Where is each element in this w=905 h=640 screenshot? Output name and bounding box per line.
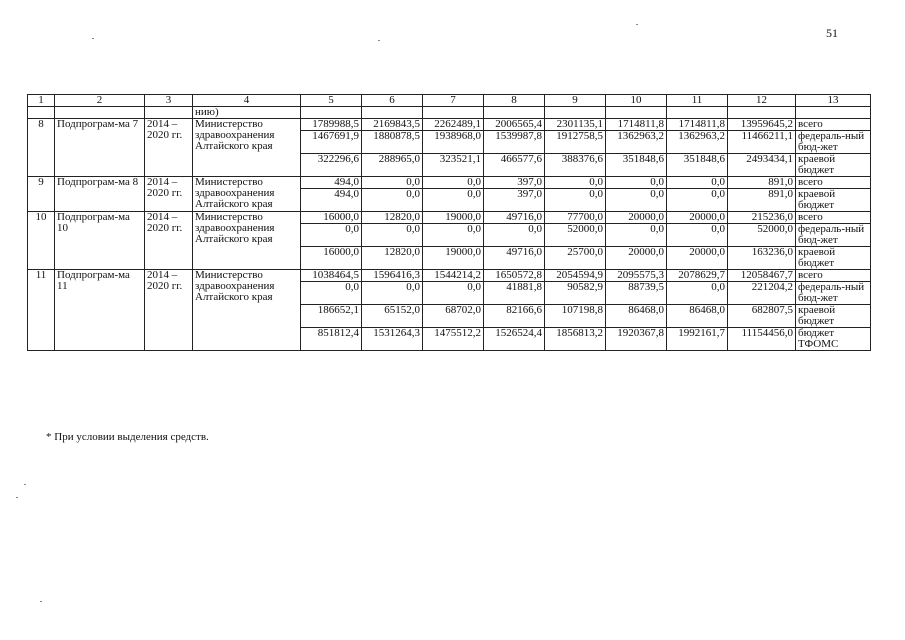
value-cell-col-11: 0,0: [667, 224, 728, 247]
value-cell-col-7: 0,0: [423, 177, 484, 189]
funding-source: всего: [796, 212, 871, 224]
value-cell-col-5: 186652,1: [301, 305, 362, 328]
value-cell-col-12: 11154456,0: [728, 328, 796, 351]
value-cell-col-7: 323521,1: [423, 154, 484, 177]
value-cell-col-9: 1856813,2: [545, 328, 606, 351]
value-cell-col-8: 1650572,8: [484, 270, 545, 282]
value-cell-col-7: 19000,0: [423, 247, 484, 270]
value-cell-col-5: 494,0: [301, 189, 362, 212]
value-cell-col-11: 20000,0: [667, 247, 728, 270]
value-cell-col-11: 2078629,7: [667, 270, 728, 282]
value-cell-col-11: 1714811,8: [667, 119, 728, 131]
value-cell-col-11: 351848,6: [667, 154, 728, 177]
value-cell-col-9: 2301135,1: [545, 119, 606, 131]
funding-source: краевой бюджет: [796, 247, 871, 270]
value-cell-col-6: 1531264,3: [362, 328, 423, 351]
value-cell-col-12: 682807,5: [728, 305, 796, 328]
period-cell: 2014 – 2020 гг.: [145, 119, 193, 177]
value-cell-col-10: 1714811,8: [606, 119, 667, 131]
value-cell-col-5: 1467691,9: [301, 131, 362, 154]
value-cell-col-7: 0,0: [423, 189, 484, 212]
scan-speck: [24, 484, 26, 485]
value-cell-col-6: 2169843,5: [362, 119, 423, 131]
value-cell-col-6: 0,0: [362, 177, 423, 189]
executor-cell: Министерство здравоохранения Алтайского края: [193, 212, 301, 270]
funding-source: всего: [796, 270, 871, 282]
header-cell-13: 13: [796, 95, 871, 107]
value-cell-col-11: 0,0: [667, 177, 728, 189]
value-cell-col-7: 2262489,1: [423, 119, 484, 131]
value-cell-col-6: 1880878,5: [362, 131, 423, 154]
scan-speck: [16, 497, 18, 498]
header-cell-4: 4: [193, 95, 301, 107]
subprogram-name: Подпрограм-ма 11: [55, 270, 145, 351]
value-cell-col-10: 20000,0: [606, 212, 667, 224]
value-cell-col-6: 12820,0: [362, 247, 423, 270]
value-cell-col-8: 1539987,8: [484, 131, 545, 154]
value-cell-col-12: 163236,0: [728, 247, 796, 270]
value-cell-col-10: 20000,0: [606, 247, 667, 270]
header-cell-5: 5: [301, 95, 362, 107]
value-cell-col-12: 2493434,1: [728, 154, 796, 177]
scan-speck: [636, 24, 638, 25]
value-cell-col-6: 12820,0: [362, 212, 423, 224]
header-cell-10: 10: [606, 95, 667, 107]
value-cell-col-10: 2095575,3: [606, 270, 667, 282]
scan-speck: [40, 601, 42, 602]
value-cell-col-6: 1596416,3: [362, 270, 423, 282]
funding-source: краевой бюджет: [796, 189, 871, 212]
value-cell-col-8: 49716,0: [484, 247, 545, 270]
value-cell-col-8: 1526524,4: [484, 328, 545, 351]
table-row: [28, 212, 871, 224]
row-number: 8: [28, 119, 55, 177]
funding-source: всего: [796, 177, 871, 189]
value-cell-col-7: 1475512,2: [423, 328, 484, 351]
value-cell-col-5: 1038464,5: [301, 270, 362, 282]
header-cell-3: 3: [145, 95, 193, 107]
value-cell-col-10: 1920367,8: [606, 328, 667, 351]
continuation-row: [28, 107, 871, 119]
header-cell-11: 11: [667, 95, 728, 107]
table-row: [28, 119, 871, 131]
funding-source: краевой бюджет: [796, 154, 871, 177]
value-cell-col-11: 1362963,2: [667, 131, 728, 154]
period-cell: 2014 – 2020 гг.: [145, 212, 193, 270]
value-cell-col-9: 90582,9: [545, 282, 606, 305]
value-cell-col-5: 851812,4: [301, 328, 362, 351]
budget-table: [27, 94, 871, 351]
row-number: 10: [28, 212, 55, 270]
table-body: [28, 95, 871, 351]
value-cell-col-7: 68702,0: [423, 305, 484, 328]
header-cell-9: 9: [545, 95, 606, 107]
value-cell-col-8: 0,0: [484, 224, 545, 247]
value-cell-col-10: 0,0: [606, 189, 667, 212]
value-cell-col-8: 466577,6: [484, 154, 545, 177]
executor-cell: Министерство здравоохранения Алтайского края: [193, 119, 301, 177]
value-cell-col-9: 0,0: [545, 177, 606, 189]
header-cell-7: 7: [423, 95, 484, 107]
period-cell: 2014 – 2020 гг.: [145, 270, 193, 351]
value-cell-col-9: 25700,0: [545, 247, 606, 270]
value-cell-col-7: 1544214,2: [423, 270, 484, 282]
value-cell-col-6: 0,0: [362, 224, 423, 247]
footnote: * При условии выделения средств.: [46, 431, 209, 443]
value-cell-col-5: 0,0: [301, 282, 362, 305]
value-cell-col-12: 12058467,7: [728, 270, 796, 282]
funding-source: бюджет ТФОМС: [796, 328, 871, 351]
value-cell-col-11: 0,0: [667, 189, 728, 212]
continuation-cell: нию): [193, 107, 301, 119]
funding-source: федераль-ный бюд-жет: [796, 282, 871, 305]
value-cell-col-7: 1938968,0: [423, 131, 484, 154]
value-cell-col-10: 1362963,2: [606, 131, 667, 154]
funding-source: федераль-ный бюд-жет: [796, 224, 871, 247]
header-cell-2: 2: [55, 95, 145, 107]
value-cell-col-9: 2054594,9: [545, 270, 606, 282]
value-cell-col-6: 65152,0: [362, 305, 423, 328]
value-cell-col-12: 221204,2: [728, 282, 796, 305]
header-cell-12: 12: [728, 95, 796, 107]
value-cell-col-5: 1789988,5: [301, 119, 362, 131]
value-cell-col-5: 494,0: [301, 177, 362, 189]
scan-speck: [378, 40, 380, 41]
value-cell-col-12: 52000,0: [728, 224, 796, 247]
row-number: 11: [28, 270, 55, 351]
value-cell-col-8: 397,0: [484, 189, 545, 212]
value-cell-col-11: 1992161,7: [667, 328, 728, 351]
value-cell-col-12: 13959645,2: [728, 119, 796, 131]
value-cell-col-10: 88739,5: [606, 282, 667, 305]
value-cell-col-8: 397,0: [484, 177, 545, 189]
row-number: 9: [28, 177, 55, 212]
subprogram-name: Подпрограм-ма 7: [55, 119, 145, 177]
value-cell-col-9: 0,0: [545, 189, 606, 212]
value-cell-col-12: 11466211,1: [728, 131, 796, 154]
funding-source: всего: [796, 119, 871, 131]
header-cell-8: 8: [484, 95, 545, 107]
value-cell-col-12: 891,0: [728, 189, 796, 212]
value-cell-col-12: 215236,0: [728, 212, 796, 224]
value-cell-col-9: 77700,0: [545, 212, 606, 224]
value-cell-col-8: 41881,8: [484, 282, 545, 305]
value-cell-col-7: 0,0: [423, 224, 484, 247]
value-cell-col-6: 288965,0: [362, 154, 423, 177]
table-row: [28, 177, 871, 189]
value-cell-col-12: 891,0: [728, 177, 796, 189]
value-cell-col-8: 49716,0: [484, 212, 545, 224]
value-cell-col-7: 19000,0: [423, 212, 484, 224]
value-cell-col-5: 16000,0: [301, 247, 362, 270]
value-cell-col-8: 2006565,4: [484, 119, 545, 131]
table-row: [28, 270, 871, 282]
value-cell-col-5: 322296,6: [301, 154, 362, 177]
value-cell-col-10: 86468,0: [606, 305, 667, 328]
value-cell-col-8: 82166,6: [484, 305, 545, 328]
value-cell-col-10: 351848,6: [606, 154, 667, 177]
value-cell-col-6: 0,0: [362, 282, 423, 305]
value-cell-col-11: 20000,0: [667, 212, 728, 224]
value-cell-col-7: 0,0: [423, 282, 484, 305]
header-cell-1: 1: [28, 95, 55, 107]
executor-cell: Министерство здравоохранения Алтайского края: [193, 177, 301, 212]
value-cell-col-9: 107198,8: [545, 305, 606, 328]
value-cell-col-10: 0,0: [606, 224, 667, 247]
value-cell-col-10: 0,0: [606, 177, 667, 189]
header-row: [28, 95, 871, 107]
value-cell-col-9: 1912758,5: [545, 131, 606, 154]
scan-speck: [92, 38, 94, 39]
executor-cell: Министерство здравоохранения Алтайского края: [193, 270, 301, 351]
value-cell-col-9: 52000,0: [545, 224, 606, 247]
funding-source: федераль-ный бюд-жет: [796, 131, 871, 154]
value-cell-col-11: 0,0: [667, 282, 728, 305]
period-cell: 2014 – 2020 гг.: [145, 177, 193, 212]
subprogram-name: Подпрограм-ма 8: [55, 177, 145, 212]
value-cell-col-11: 86468,0: [667, 305, 728, 328]
header-cell-6: 6: [362, 95, 423, 107]
value-cell-col-5: 16000,0: [301, 212, 362, 224]
subprogram-name: Подпрограм-ма 10: [55, 212, 145, 270]
page-number: 51: [826, 26, 838, 40]
value-cell-col-6: 0,0: [362, 189, 423, 212]
value-cell-col-5: 0,0: [301, 224, 362, 247]
value-cell-col-9: 388376,6: [545, 154, 606, 177]
funding-source: краевой бюджет: [796, 305, 871, 328]
